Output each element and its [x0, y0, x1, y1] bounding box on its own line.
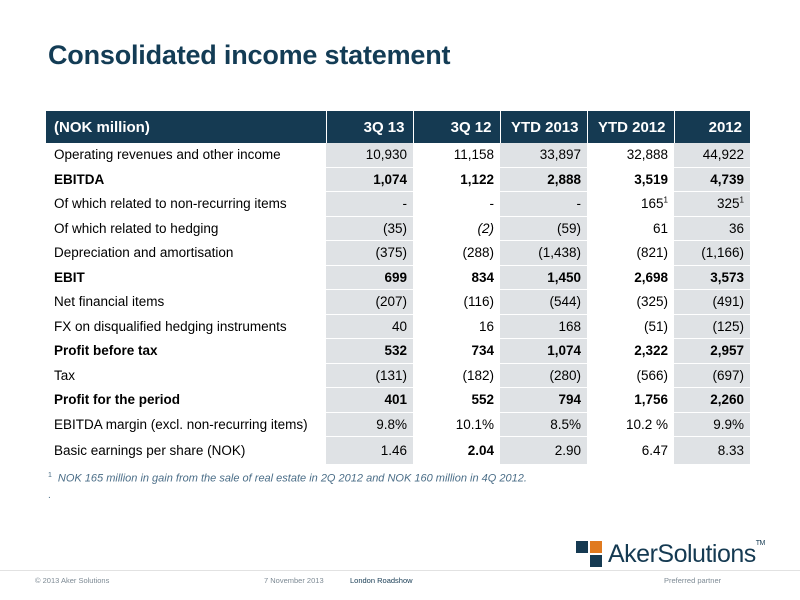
row-label: FX on disqualified hedging instruments — [46, 314, 326, 339]
row-label: EBIT — [46, 265, 326, 290]
cell-2012: 8.33 — [674, 437, 750, 465]
footer-location: London Roadshow — [350, 576, 413, 585]
cell-value: 165 — [641, 196, 664, 212]
page-title: Consolidated income statement — [48, 40, 451, 70]
header-3q13: 3Q 13 — [326, 111, 413, 143]
cell-2012: (491) — [674, 290, 750, 315]
cell-3q12: (116) — [413, 290, 500, 315]
cell-ytd2012: 32,888 — [587, 143, 674, 167]
header-3q12: 3Q 12 — [413, 111, 500, 143]
footnote — [48, 472, 527, 485]
cell-ytd2012: 3,519 — [587, 167, 674, 192]
table-row-ebitda — [46, 167, 750, 192]
table-row-net-financial — [46, 290, 750, 315]
cell-2012: (125) — [674, 314, 750, 339]
footer-divider — [0, 570, 800, 571]
logo-text: AkerSolutions — [608, 539, 756, 568]
table-row-non-recurring — [46, 192, 750, 217]
cell-3q12: 11,158 — [413, 143, 500, 167]
cell-3q12: (2) — [413, 216, 500, 241]
row-label: Depreciation and amortisation — [46, 241, 326, 266]
table-row-depreciation — [46, 241, 750, 266]
cell-ytd2012: 61 — [587, 216, 674, 241]
cell-ytd2013: (280) — [500, 363, 587, 388]
row-label: EBITDA margin (excl. non-recurring items) — [46, 412, 326, 437]
footer-copyright: © 2013 Aker Solutions — [35, 576, 110, 585]
cell-ytd2013: 1,450 — [500, 265, 587, 290]
cell-3q13: 401 — [326, 388, 413, 413]
cell-ytd2012: (325) — [587, 290, 674, 315]
income-statement-table — [46, 111, 750, 465]
footer-tagline: Preferred partner — [664, 576, 722, 585]
row-label: Basic earnings per share (NOK) — [46, 437, 326, 465]
cell-2012: 2,260 — [674, 388, 750, 413]
table-row-profit-period — [46, 388, 750, 413]
table-header-row — [46, 111, 750, 143]
cell-3q13: 699 — [326, 265, 413, 290]
footnote-mark: 1 — [663, 195, 668, 205]
footnote-text: NOK 165 million in gain from the sale of real estate in 2Q 2012 and NOK 160 million in 4Q 2012. — [57, 472, 527, 485]
cell-ytd2013: 2.90 — [500, 437, 587, 465]
cell-ytd2012: (566) — [587, 363, 674, 388]
table-row-tax — [46, 363, 750, 388]
cell-3q12: (288) — [413, 241, 500, 266]
cell-ytd2012: 6.47 — [587, 437, 674, 465]
cell-3q13: (207) — [326, 290, 413, 315]
row-label: Operating revenues and other income — [46, 143, 326, 167]
cell-ytd2013: 33,897 — [500, 143, 587, 167]
cell-2012 — [674, 192, 750, 217]
cell-3q13: - — [326, 192, 413, 217]
cell-3q13: 532 — [326, 339, 413, 364]
cell-ytd2013: 8.5% — [500, 412, 587, 437]
cell-2012: (1,166) — [674, 241, 750, 266]
cell-2012: (697) — [674, 363, 750, 388]
cell-3q13: 10,930 — [326, 143, 413, 167]
footnote-mark: 1 — [739, 195, 744, 205]
cell-2012: 36 — [674, 216, 750, 241]
row-label: Net financial items — [46, 290, 326, 315]
row-label: Profit for the period — [46, 388, 326, 413]
cell-3q13: 40 — [326, 314, 413, 339]
cell-3q12: 10.1% — [413, 412, 500, 437]
footnote-trailing: . — [48, 490, 51, 501]
row-label: Tax — [46, 363, 326, 388]
cell-3q13: (131) — [326, 363, 413, 388]
row-label: Of which related to hedging — [46, 216, 326, 241]
row-label: EBITDA — [46, 167, 326, 192]
header-ytd2013: YTD 2013 — [500, 111, 587, 143]
cell-ytd2013: (544) — [500, 290, 587, 315]
cell-3q12: 552 — [413, 388, 500, 413]
table-row-ebitda-margin — [46, 412, 750, 437]
header-unit: (NOK million) — [46, 111, 326, 143]
cell-ytd2012: 2,322 — [587, 339, 674, 364]
cell-ytd2012: (821) — [587, 241, 674, 266]
cell-ytd2013: 168 — [500, 314, 587, 339]
logo-wordmark — [608, 540, 765, 569]
cell-3q12: 834 — [413, 265, 500, 290]
cell-3q12: - — [413, 192, 500, 217]
table-row-operating-revenues — [46, 143, 750, 167]
row-label: Profit before tax — [46, 339, 326, 364]
cell-ytd2013: (1,438) — [500, 241, 587, 266]
cell-2012: 9.9% — [674, 412, 750, 437]
table-row-profit-before-tax — [46, 339, 750, 364]
cell-2012: 4,739 — [674, 167, 750, 192]
cell-ytd2012: 1,756 — [587, 388, 674, 413]
logo-tm: TM — [755, 539, 765, 547]
cell-3q12: (182) — [413, 363, 500, 388]
cell-3q13: (375) — [326, 241, 413, 266]
cell-3q12: 1,122 — [413, 167, 500, 192]
cell-ytd2013: - — [500, 192, 587, 217]
cell-3q12: 16 — [413, 314, 500, 339]
cell-3q12: 2.04 — [413, 437, 500, 465]
cell-value: 325 — [717, 196, 740, 212]
table-row-fx-hedging — [46, 314, 750, 339]
footer-date: 7 November 2013 — [264, 576, 324, 585]
logo-mark-icon — [576, 541, 602, 567]
footnote-mark: 1 — [48, 472, 52, 479]
cell-ytd2012: 10.2 % — [587, 412, 674, 437]
table-row-ebit — [46, 265, 750, 290]
table-row-eps — [46, 437, 750, 465]
row-label: Of which related to non-recurring items — [46, 192, 326, 217]
cell-ytd2013: (59) — [500, 216, 587, 241]
cell-3q13: 1,074 — [326, 167, 413, 192]
table-row-hedging — [46, 216, 750, 241]
header-ytd2012: YTD 2012 — [587, 111, 674, 143]
header-2012: 2012 — [674, 111, 750, 143]
cell-3q13: 9.8% — [326, 412, 413, 437]
cell-ytd2013: 794 — [500, 388, 587, 413]
cell-2012: 44,922 — [674, 143, 750, 167]
cell-2012: 2,957 — [674, 339, 750, 364]
cell-ytd2013: 1,074 — [500, 339, 587, 364]
cell-ytd2012 — [587, 192, 674, 217]
cell-ytd2013: 2,888 — [500, 167, 587, 192]
cell-3q12: 734 — [413, 339, 500, 364]
company-logo — [576, 540, 765, 568]
cell-2012: 3,573 — [674, 265, 750, 290]
cell-ytd2012: 2,698 — [587, 265, 674, 290]
cell-3q13: 1.46 — [326, 437, 413, 465]
cell-3q13: (35) — [326, 216, 413, 241]
cell-ytd2012: (51) — [587, 314, 674, 339]
